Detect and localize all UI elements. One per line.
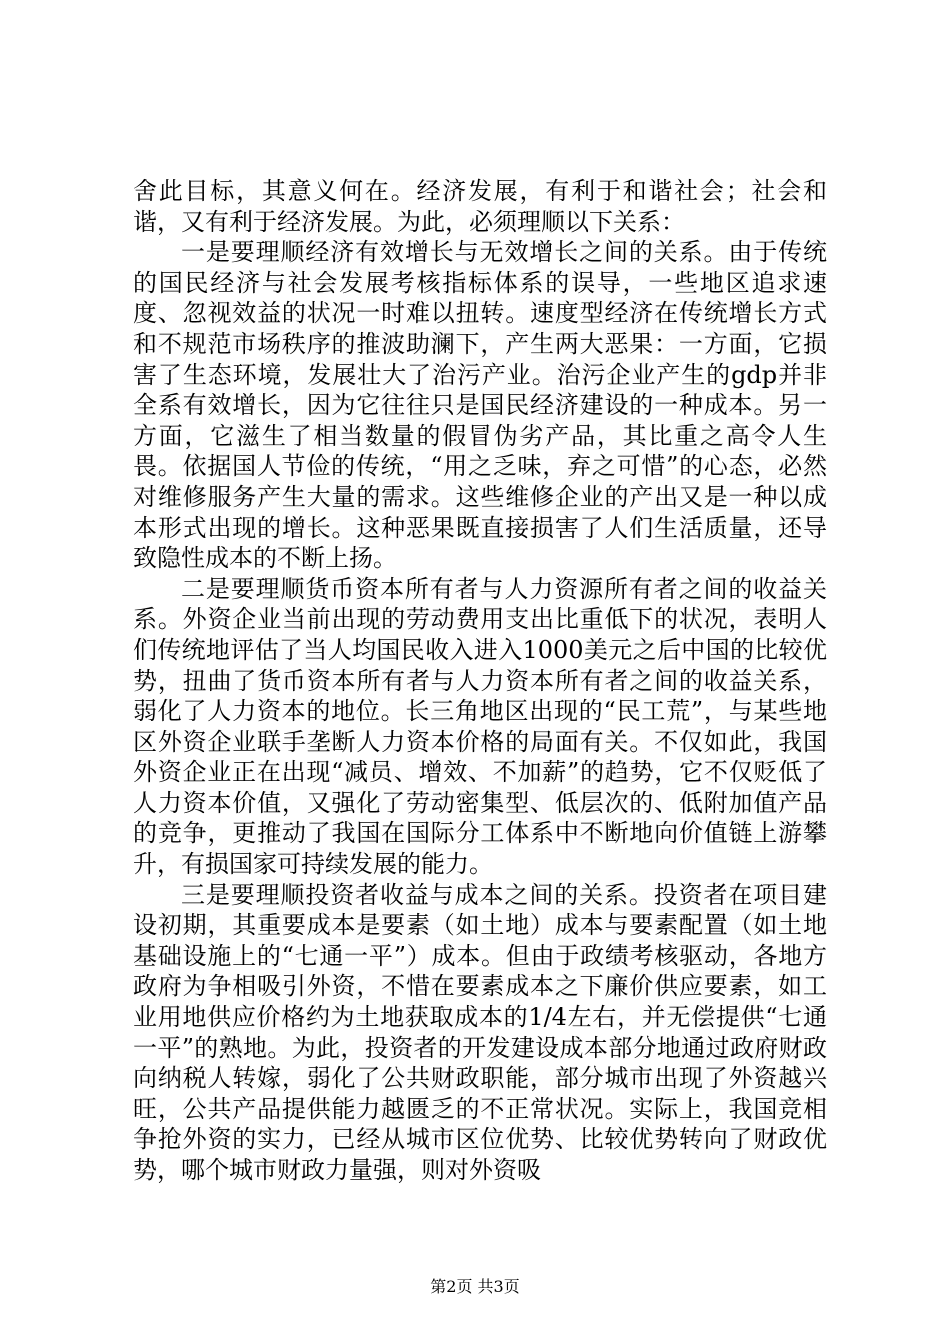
page-footer [0,1274,950,1297]
paragraph-1: 一是要理顺经济有效增长与无效增长之间的关系。由于传统的国民经济与社会发展考核指标体系的误导，一些地区追求速度、忽视效益的状况一时难以扭转。速度型经济在传统增长方式和不规范市场秩序的推波助澜下，产生两大恶果：一方面，它损害了生态环境，发展壮大了治污产业。治污企业产生的gdp并非全系有效增长，因为它往往只是国民经济建设的一种成本。另一方面，它滋生了相当数量的假冒伪劣产品，其比重之高令人生畏。依据国人节俭的传统，“用之乏味，弃之可惜”的心态，必然对维修服务产生大量的需求。这些维修企业的产出又是一种以成本形式出现的增长。这种恶果既直接损害了人们生活质量，还导致隐性成本的不断上扬。 [133,238,827,573]
document-body [133,176,827,1186]
paragraph-2: 二是要理顺货币资本所有者与人力资源所有者之间的收益关系。外资企业当前出现的劳动费用支出比重低下的状况，表明人们传统地评估了当人均国民收入进入1000美元之后中国的比较优势，扭曲了货币资本所有者与人力资本所有者之间的收益关系，弱化了人力资本的地位。长三角地区出现的“民工荒”，与某些地区外资企业联手垄断人力资本价格的局面有关。不仅如此，我国外资企业正在出现“减员、增效、不加薪”的趋势，它不仅贬低了人力资本价值，又强化了劳动密集型、低层次的、低附加值产品的竞争，更推动了我国在国际分工体系中不断地向价值链上游攀升，有损国家可持续发展的能力。 [133,574,827,879]
paragraph-0: 舍此目标，其意义何在。经济发展，有利于和谐社会；社会和谐，又有利于经济发展。为此，必须理顺以下关系： [133,177,827,236]
paragraph-3: 三是要理顺投资者收益与成本之间的关系。投资者在项目建设初期，其重要成本是要素（如土地）成本与要素配置（如土地基础设施上的“七通一平”）成本。但由于政绩考核驱动，各地方政府为争相吸引外资，不惜在要素成本之下廉价供应要素，如工业用地供应价格约为土地获取成本的1/4左右，并无偿提供“七通一平”的熟地。为此，投资者的开发建设成本部分地通过政府财政向纳税人转嫁，弱化了公共财政职能，部分城市出现了外资越兴旺，公共产品提供能力越匮乏的不正常状况。实际上，我国竞相争抢外资的实力，已经从城市区位优势、比较优势转向了财政优势，哪个城市财政力量强，则对外资吸 [133,880,827,1184]
page-number-label: 第2页 共3页 [430,1277,520,1296]
